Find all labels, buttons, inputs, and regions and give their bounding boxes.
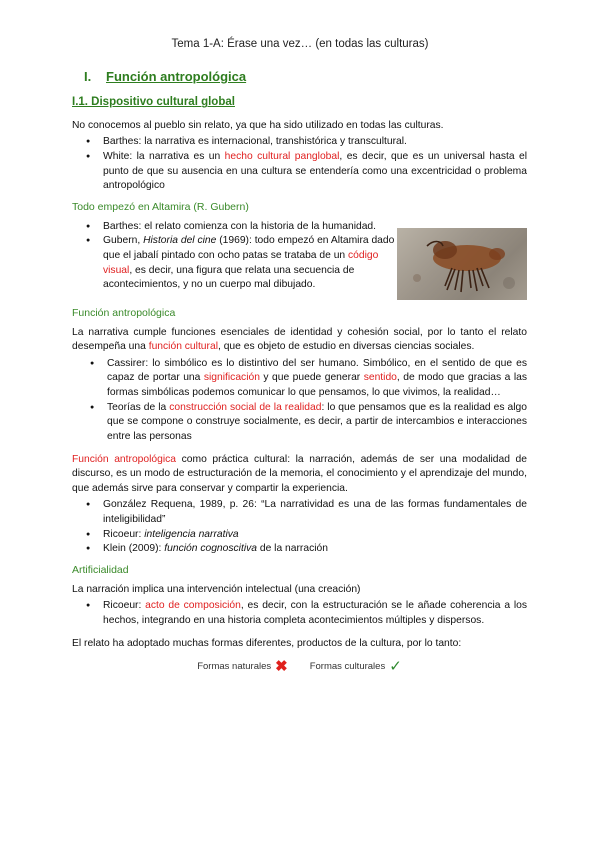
cultural-forms-label: Formas culturales: [309, 660, 386, 672]
list-item: ● Klein (2009): función cognoscitiva de la narración: [86, 542, 527, 557]
altamira-heading: Todo empezó en Altamira (R. Gubern): [72, 200, 249, 213]
document-body: [72, 68, 527, 674]
highlight-term: significación: [203, 372, 260, 384]
list-item: ● Gubern, Historia del cine (1969): todo empezó en Altamira dado que el jabalí pintado con ocho patas se trataba de un código visual, es decir, una figura que relata una secuencia de acontecimientos, y no un cuerpo mal dibujado.: [86, 234, 396, 292]
intro-list: [86, 135, 527, 193]
list-item: ● Barthes: la narrativa es internacional, transhistórica y transcultural.: [86, 135, 527, 150]
page-header-title: Tema 1-A: Érase una vez… (en todas las culturas): [171, 38, 429, 50]
subsection-heading: I.1. Dispositivo cultural global: [72, 96, 235, 109]
cross-icon: ✖: [275, 658, 288, 676]
section-title: Función antropológica: [106, 69, 247, 84]
intro-paragraph: No conocemos al pueblo sin relato, ya que ha sido utilizado en todas las culturas.: [72, 119, 444, 131]
list-item: ● Ricoeur: inteligencia narrativa: [86, 528, 527, 543]
section-number: I.: [84, 69, 92, 84]
funcion-list: [90, 357, 527, 445]
list-item: ● González Requena, 1989, p. 26: “La narratividad es una de las formas fundamentales de inteligibilidad”: [86, 498, 527, 527]
list-item: ● Teorías de la construcción social de la realidad: lo que pensamos que es la realidad es algo que se compone o construye socialmente, es decir, a partir de intercambios e interacciones entre las personas: [90, 401, 527, 445]
forms-paragraph: El relato ha adoptado muchas formas diferentes, productos de la cultura, por lo tanto:: [72, 637, 462, 649]
highlight-term: sentido: [363, 372, 397, 384]
artificialidad-list: [86, 599, 527, 628]
highlight-term: Función antropológica: [72, 453, 177, 465]
forms-legend: [72, 659, 527, 674]
list-item: ● Ricoeur: acto de composición, es decir, con la estructuración se le añade coherencia a los hechos, integrando en una historia completa acontecimientos múltiples y dispersos.: [86, 599, 527, 628]
natural-forms-label: Formas naturales: [197, 660, 272, 672]
cultural-forms-item: [310, 659, 402, 674]
list-item: ● Cassirer: lo simbólico es lo distintivo del ser humano. Simbólico, en el sentido de que es capaz de portar una significación y que puede generar sentido, de modo que gracias a las formas simbólicas podemos comunicar lo que pensamos, lo que vivimos, la realidad…: [90, 357, 527, 401]
highlight-term: construcción social de la realidad: [169, 401, 322, 413]
altamira-cave-painting-image: [397, 228, 527, 300]
highlight-term: acto de composición: [145, 600, 241, 612]
funcion-practice-paragraph: Función antropológica como práctica cultural: la narración, además de ser una modalidad de discurso, es un modo de estructuración de la memoria, el conocimiento y el aprendizaje del mundo, que además sirve para conservar y compartir la experiencia.: [72, 453, 527, 494]
highlight-term: hecho cultural panglobal: [224, 151, 340, 162]
section-heading: [72, 68, 527, 86]
altamira-block: [72, 220, 527, 300]
highlight-term: código visual: [103, 249, 379, 276]
citations-list: [86, 498, 527, 556]
artificialidad-paragraph: La narración implica una intervención intelectual (una creación): [72, 583, 361, 595]
altamira-list: [86, 220, 396, 300]
natural-forms-item: [197, 659, 288, 674]
highlight-term: función cultural: [148, 341, 218, 353]
list-item: ● Barthes: el relato comienza con la historia de la humanidad.: [86, 220, 396, 235]
check-icon: ✓: [389, 658, 402, 676]
funcion-heading: Función antropológica: [72, 306, 176, 319]
artificialidad-heading: Artificialidad: [72, 563, 129, 576]
list-item: ● White: la narrativa es un hecho cultural panglobal, es decir, que es un universal hasta el punto de que su ausencia en una cultura se entendería como una excentricidad o problema antropológico: [86, 150, 527, 194]
funcion-paragraph: La narrativa cumple funciones esenciales de identidad y cohesión social, por lo tanto el relato desempeña una función cultural, que es objeto de estudio en diversas ciencias sociales.: [72, 326, 527, 353]
